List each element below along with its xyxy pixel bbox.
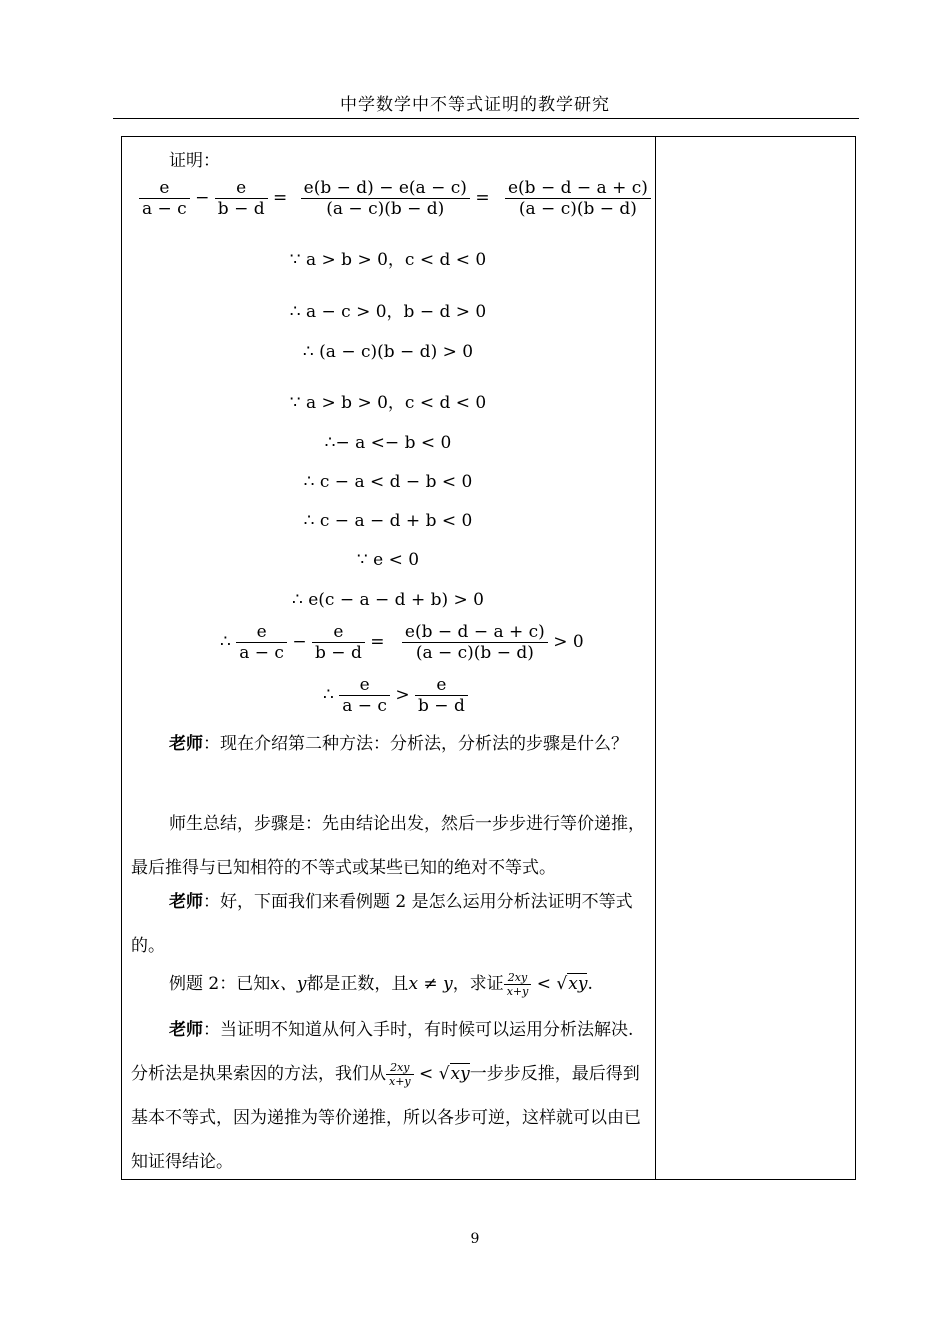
fraction: $\frac{2xy}{x+y}$ <box>386 1061 414 1088</box>
paragraph-example-2: 例题 2：已知x、y都是正数，且x ≠ y，求证 $\frac{2xy}{x+y}$ < √xy. <box>169 971 593 998</box>
fraction: $\frac{e}{a - c}$ <box>139 178 190 219</box>
proof-line: ∴ e(c − a − d + b) > 0 <box>292 590 484 610</box>
proof-label: 证明： <box>169 151 220 171</box>
fraction: $\frac{e}{b - d}$ <box>215 178 268 219</box>
fraction: $\frac{e(b - d - a + c)}{(a - c)(b - d)}$ <box>505 178 651 219</box>
speaker-label: 老师 <box>169 1020 203 1040</box>
proof-line: ∵ e < 0 <box>356 550 420 570</box>
proof-line: ∴− a <− b < 0 <box>324 433 452 453</box>
fraction: $\frac{2xy}{x+y}$ <box>504 971 532 998</box>
page-header: 中学数学中不等式证明的教学研究 <box>340 95 610 115</box>
paragraph-teacher-question: 老师：现在介绍第二种方法：分析法，分析法的步骤是什么？ <box>169 734 628 754</box>
proof-line: ∴ a − c > 0，b − d > 0 <box>289 302 487 322</box>
proof-equation-1: $\frac{e}{a - c}$ − $\frac{e}{b - d}$ = $\frac{e(b - d) - e(a - c)}{(a - c)(b - d)}$ = $\frac{e(b - d - a + c)}{(a - c)(b - d)}$ <box>139 178 651 219</box>
table-column-divider <box>655 136 656 1180</box>
proof-line: ∴ c − a − d + b < 0 <box>303 511 473 531</box>
fraction: $\frac{e(b - d) - e(a - c)}{(a - c)(b - d)}$ <box>301 178 470 219</box>
proof-line: ∴ (a − c)(b − d) > 0 <box>302 342 474 362</box>
proof-line: ∵ a > b > 0，c < d < 0 <box>289 393 487 413</box>
sqrt-sign: √ <box>438 1064 450 1084</box>
paragraph-summary: 师生总结，步骤是：先由结论出发，然后一步步进行等价递推，最后推得与已知相符的不等式或某些已知的绝对不等式。 <box>131 814 645 878</box>
proof-equation-final: ∴ $\frac{e}{a - c}$ − $\frac{e}{b - d}$ = $\frac{e(b - d - a + c)}{(a - c)(b - d)}$ > 0 <box>220 622 584 663</box>
proof-conclusion: ∴ $\frac{e}{a - c}$ > $\frac{e}{b - d}$ <box>323 675 468 716</box>
fraction: $\frac{e}{b - d}$ <box>312 622 365 663</box>
page-number: 9 <box>470 1231 480 1247</box>
fraction: $\frac{e}{a - c}$ <box>236 622 287 663</box>
sqrt-sign: √ <box>556 974 568 994</box>
fraction: $\frac{e}{a - c}$ <box>339 675 390 716</box>
paragraph-teacher-analysis: 老师：当证明不知道从何入手时，有时候可以运用分析法解决. 分析法是执果索因的方法，我们从 $\frac{2xy}{x+y}$ < √xy一步步反推，最后得到基本不等式，因为递推为等价递推，所以各步可逆，这样就可以由已知证得结论。 <box>131 1020 641 1172</box>
proof-line: ∵ a > b > 0，c < d < 0 <box>289 250 487 270</box>
header-rule <box>113 118 859 119</box>
paragraph-teacher-example: 老师：好，下面我们来看例题 2 是怎么运用分析法证明不等式的。 <box>131 892 633 956</box>
speaker-label: 老师 <box>169 892 203 912</box>
fraction: $\frac{e(b - d - a + c)}{(a - c)(b - d)}$ <box>402 622 548 663</box>
speaker-label: 老师 <box>169 734 203 754</box>
fraction: $\frac{e}{b - d}$ <box>415 675 468 716</box>
proof-line: ∴ c − a < d − b < 0 <box>303 472 473 492</box>
